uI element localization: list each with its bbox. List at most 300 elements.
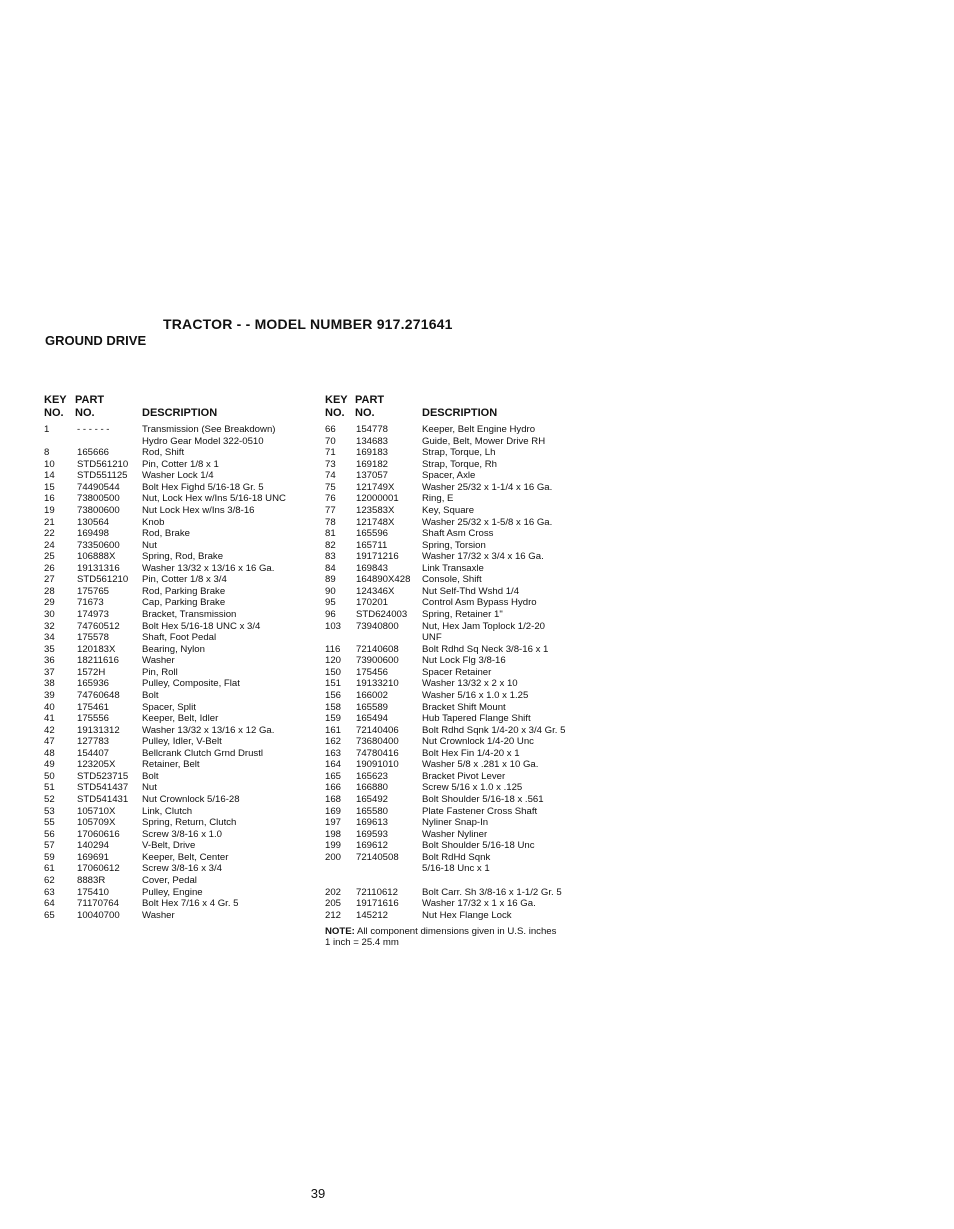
- key-number: 26: [44, 562, 55, 574]
- key-number: 10: [44, 458, 55, 470]
- part-number: 123583X: [356, 504, 395, 516]
- part-description: Rod, Parking Brake: [142, 585, 226, 597]
- part-number: 145212: [356, 909, 389, 921]
- key-number: 38: [44, 678, 55, 690]
- part-description: Cap, Parking Brake: [142, 597, 226, 609]
- part-description: Bolt Hex Fin 1/4-20 x 1: [422, 747, 520, 759]
- table-row: [325, 886, 562, 899]
- part-number: 8883R: [77, 874, 106, 886]
- key-number: 36: [44, 655, 55, 667]
- table-row: [325, 748, 556, 760]
- key-number: 95: [325, 597, 336, 609]
- key-number: 35: [44, 643, 55, 655]
- part-description: Washer 13/32 x 2 x 10: [422, 678, 518, 690]
- key-number: 40: [44, 701, 55, 713]
- part-number: 72140406: [356, 724, 399, 736]
- part-description: Bracket, Transmission: [142, 609, 237, 620]
- key-number: 202: [325, 886, 342, 898]
- key-number: 32: [44, 620, 55, 632]
- part-description: Nut, Hex Jam Toplock 1/2-20: [422, 620, 545, 632]
- key-number: 81: [325, 528, 336, 540]
- key-number: 22: [44, 528, 55, 540]
- part-number: 170201: [356, 597, 389, 609]
- part-description: Nut Hex Flange Lock: [422, 909, 512, 921]
- table-row: [325, 597, 556, 609]
- key-number: 59: [44, 851, 55, 863]
- part-number: 166880: [356, 782, 389, 794]
- part-description: Washer 5/16 x 1.0 x 1.25: [422, 689, 529, 701]
- part-description: Washer 25/32 x 1-1/4 x 16 Ga.: [422, 481, 553, 493]
- table-row: [325, 447, 556, 459]
- header-part: PART: [75, 394, 105, 406]
- part-number: 121749X: [356, 481, 395, 493]
- parts-table-right: [325, 394, 566, 949]
- part-number: 169498: [77, 528, 110, 540]
- part-number: 123205X: [77, 759, 116, 771]
- key-number: 120: [325, 655, 342, 667]
- part-description: Transmission (See Breakdown): [142, 424, 276, 435]
- part-description: Spacer Retainer: [422, 666, 492, 678]
- table-row: [325, 771, 556, 783]
- part-number: 169613: [356, 817, 389, 829]
- part-number: 105710X: [77, 805, 116, 817]
- part-description: Nut Crownlock 1/4-20 Unc: [422, 736, 534, 748]
- part-description: Control Asm Bypass Hydro: [422, 597, 537, 609]
- part-number: 154778: [356, 424, 389, 435]
- table-row: [325, 563, 556, 575]
- part-description: V-Belt, Drive: [142, 840, 196, 852]
- part-number: 73900600: [356, 655, 399, 667]
- key-number: 166: [325, 782, 342, 794]
- table-row: [325, 863, 556, 875]
- part-description: Strap, Torque, Lh: [422, 447, 496, 459]
- key-number: 19: [44, 504, 55, 516]
- table-row: [325, 724, 566, 737]
- table-row: [325, 852, 556, 864]
- part-number: 137057: [356, 470, 389, 482]
- key-number: 61: [44, 863, 55, 875]
- table-row: [325, 910, 556, 922]
- section-heading: GROUND DRIVE: [45, 333, 147, 348]
- part-number: 19131316: [77, 562, 120, 574]
- part-description: Nut Crownlock 5/16-28: [142, 794, 240, 805]
- part-number: 175578: [77, 632, 110, 644]
- part-description: Bolt RdHd Sqnk: [422, 851, 491, 863]
- part-number: 165623: [356, 770, 389, 782]
- part-number: 169691: [77, 851, 110, 863]
- part-description: Washer 13/32 x 13/16 x 16 Ga.: [142, 562, 275, 574]
- key-number: 83: [325, 551, 336, 563]
- key-number: 205: [325, 898, 342, 910]
- part-number: 74760512: [77, 620, 120, 632]
- key-number: 116: [325, 643, 341, 655]
- table-row: [325, 436, 556, 448]
- part-description: Pulley, Composite, Flat: [142, 678, 240, 690]
- part-number: 165666: [77, 447, 110, 459]
- key-number: 14: [44, 470, 55, 482]
- key-number: 21: [44, 516, 55, 528]
- header-key-no: NO.: [44, 407, 64, 419]
- key-number: 168: [325, 794, 342, 805]
- part-number: 124346X: [356, 585, 395, 597]
- header-key: KEY: [44, 394, 67, 406]
- table-row: [325, 459, 556, 471]
- table-row: [325, 621, 556, 633]
- key-number: 75: [325, 481, 336, 493]
- part-description: Spacer, Axle: [422, 470, 476, 482]
- part-description: Console, Shift: [422, 574, 482, 586]
- table-row: [325, 667, 556, 679]
- part-description: Bracket Pivot Lever: [422, 770, 506, 782]
- key-number: 41: [44, 713, 55, 725]
- part-number: 74780416: [356, 747, 399, 759]
- part-number: 134683: [356, 435, 389, 447]
- key-number: 90: [325, 585, 336, 597]
- key-number: 51: [44, 782, 55, 794]
- key-number: 37: [44, 666, 55, 678]
- part-number: 19133210: [356, 678, 399, 690]
- part-description: Keeper, Belt, Center: [142, 851, 229, 863]
- key-number: 62: [44, 874, 55, 886]
- part-description: Screw 5/16 x 1.0 x .125: [422, 782, 523, 794]
- header-key-no: NO.: [325, 407, 345, 419]
- part-number: 105709X: [77, 817, 116, 829]
- table-row: [325, 632, 556, 644]
- part-description: Bolt Rdhd Sq Neck 3/8-16 x 1: [422, 643, 549, 655]
- part-description: Washer: [142, 909, 175, 921]
- part-description: 5/16-18 Unc x 1: [422, 863, 490, 875]
- part-number: 175461: [77, 701, 110, 713]
- part-description: Washer Nyliner: [422, 828, 488, 840]
- key-number: 162: [325, 736, 342, 748]
- header-description: DESCRIPTION: [142, 407, 218, 419]
- part-description: Washer 5/8 x .281 x 10 Ga.: [422, 759, 539, 771]
- part-number: 12000001: [356, 493, 399, 505]
- key-number: 8: [44, 447, 50, 459]
- dimension-note: [325, 926, 556, 948]
- part-number: 164890X428: [356, 574, 411, 586]
- part-description: UNF: [422, 632, 442, 644]
- part-number: 73800500: [77, 493, 120, 505]
- key-number: 49: [44, 759, 55, 771]
- part-number: 175410: [77, 886, 110, 898]
- part-description: Bolt Carr. Sh 3/8-16 x 1-1/2 Gr. 5: [422, 886, 562, 898]
- part-description: Washer 17/32 x 3/4 x 16 Ga.: [422, 551, 544, 563]
- part-description: Bearing, Nylon: [142, 643, 205, 655]
- row-spacer: [325, 875, 556, 887]
- key-number: 27: [44, 574, 55, 586]
- header-part-no: NO.: [355, 407, 375, 419]
- part-number: 140294: [77, 840, 110, 852]
- part-number: STD541431: [77, 794, 129, 805]
- key-number: 199: [325, 840, 342, 852]
- part-number: 19131312: [77, 724, 120, 736]
- part-description: Spring, Rod, Brake: [142, 551, 224, 563]
- part-description: Nyliner Snap-In: [422, 817, 489, 829]
- part-description: Pin, Roll: [142, 666, 178, 678]
- key-number: 151: [325, 678, 342, 690]
- key-number: 24: [44, 539, 55, 551]
- table-row: [325, 713, 556, 725]
- key-number: 163: [325, 747, 342, 759]
- header-key: KEY: [325, 394, 348, 406]
- key-number: 66: [325, 424, 336, 435]
- part-number: 19171216: [356, 551, 399, 563]
- part-description: Ring, E: [422, 493, 454, 505]
- part-description: Strap, Torque, Rh: [422, 458, 498, 470]
- table-row: [325, 759, 556, 771]
- key-number: 84: [325, 562, 336, 574]
- key-number: 82: [325, 539, 336, 551]
- part-number: 71673: [77, 597, 104, 609]
- part-description: Bolt Hex Fighd 5/16-18 Gr. 5: [142, 481, 264, 493]
- table-header: [325, 394, 556, 424]
- key-number: 39: [44, 689, 55, 701]
- key-number: 156: [325, 689, 342, 701]
- table-row: [325, 702, 556, 714]
- part-description: Washer 17/32 x 1 x 16 Ga.: [422, 898, 536, 910]
- part-number: 106888X: [77, 551, 116, 563]
- part-description: Pin, Cotter 1/8 x 3/4: [142, 574, 227, 586]
- note-conversion: 1 inch = 25.4 mm: [325, 937, 399, 949]
- part-description: Knob: [142, 516, 165, 528]
- header-description: DESCRIPTION: [422, 407, 498, 419]
- key-number: 34: [44, 632, 55, 644]
- part-number: 1572H: [77, 666, 106, 678]
- part-number: 165494: [356, 713, 389, 725]
- part-number: 175556: [77, 713, 110, 725]
- table-row: [325, 470, 556, 482]
- key-number: 96: [325, 609, 336, 620]
- key-number: 16: [44, 493, 55, 505]
- part-description: Key, Square: [422, 504, 475, 516]
- key-number: 76: [325, 493, 336, 505]
- header-part: PART: [355, 394, 385, 406]
- part-description: Bolt: [142, 770, 159, 782]
- table-row: [325, 493, 556, 505]
- table-row: [325, 678, 556, 690]
- part-number: 73680400: [356, 736, 399, 748]
- part-number: 73350600: [77, 539, 120, 551]
- part-number: 174973: [77, 609, 110, 620]
- key-number: 47: [44, 736, 55, 748]
- part-number: 19171616: [356, 898, 399, 910]
- part-description: Plate Fastener Cross Shaft: [422, 805, 538, 817]
- key-number: 53: [44, 805, 55, 817]
- part-description: Rod, Shift: [142, 447, 185, 459]
- part-description: Keeper, Belt Engine Hydro: [422, 424, 536, 435]
- part-number: 10040700: [77, 909, 120, 921]
- part-number: 120183X: [77, 643, 116, 655]
- part-number: 121748X: [356, 516, 395, 528]
- key-number: 63: [44, 886, 55, 898]
- key-number: 169: [325, 805, 342, 817]
- table-row: [325, 586, 556, 598]
- part-number: 166002: [356, 689, 389, 701]
- part-number: 175456: [356, 666, 389, 678]
- part-description: Hydro Gear Model 322-0510: [142, 435, 264, 447]
- key-number: 55: [44, 817, 55, 829]
- page-title: TRACTOR - - MODEL NUMBER 917.271641: [163, 316, 453, 332]
- key-number: 30: [44, 609, 55, 620]
- part-description: Keeper, Belt, Idler: [142, 713, 219, 725]
- key-number: 78: [325, 516, 336, 528]
- key-number: 74: [325, 470, 336, 482]
- key-number: 73: [325, 458, 336, 470]
- key-number: 159: [325, 713, 342, 725]
- part-number: 165711: [356, 539, 388, 551]
- key-number: 165: [325, 770, 342, 782]
- part-description: Spring, Torsion: [422, 539, 486, 551]
- part-number: 169183: [356, 447, 389, 459]
- part-description: Screw 3/8-16 x 1.0: [142, 828, 222, 840]
- key-number: 15: [44, 481, 55, 493]
- table-row: [325, 551, 556, 563]
- part-description: Bolt Hex 5/16-18 UNC x 3/4: [142, 620, 261, 632]
- note-text: All component dimensions given in U.S. inches: [354, 926, 557, 938]
- part-number: 19091010: [356, 759, 399, 771]
- part-description: Link Transaxle: [422, 562, 484, 574]
- part-number: 72140508: [356, 851, 399, 863]
- part-number: 169593: [356, 828, 389, 840]
- part-description: Bracket Shift Mount: [422, 701, 506, 713]
- part-description: Screw 3/8-16 x 3/4: [142, 863, 222, 875]
- table-row: [325, 806, 556, 818]
- part-number: STD523715: [77, 770, 129, 782]
- part-description: Bolt Shoulder 5/16-18 x .561: [422, 794, 544, 805]
- key-number: 200: [325, 851, 342, 863]
- part-number: 130564: [77, 516, 110, 528]
- key-number: 48: [44, 747, 55, 759]
- key-number: 103: [325, 620, 342, 632]
- part-number: 165492: [356, 794, 389, 805]
- note-label: NOTE:: [325, 926, 355, 938]
- table-row: [325, 505, 556, 517]
- part-number: 175765: [77, 585, 110, 597]
- part-description: Spacer, Split: [142, 701, 196, 713]
- part-number: STD541437: [77, 782, 129, 794]
- table-row: [325, 528, 556, 540]
- key-number: 77: [325, 504, 336, 516]
- part-number: STD551125: [77, 470, 128, 482]
- key-number: 71: [325, 447, 336, 459]
- part-number: 74490544: [77, 481, 120, 493]
- part-description: Washer: [142, 655, 175, 667]
- header-part-no: NO.: [75, 407, 95, 419]
- part-number: 18211616: [77, 655, 119, 667]
- key-number: 28: [44, 585, 55, 597]
- key-number: 1: [44, 424, 50, 435]
- key-number: 89: [325, 574, 336, 586]
- part-description: Retainer, Belt: [142, 759, 200, 771]
- part-description: Nut: [142, 539, 157, 551]
- part-description: Bolt Shoulder 5/16-18 Unc: [422, 840, 535, 852]
- part-description: Washer 25/32 x 1-5/8 x 16 Ga.: [422, 516, 553, 528]
- part-description: Hub Tapered Flange Shift: [422, 713, 531, 725]
- key-number: 158: [325, 701, 342, 713]
- part-number: 165596: [356, 528, 389, 540]
- part-number: 73940800: [356, 620, 399, 632]
- key-number: 197: [325, 817, 342, 829]
- table-row: [325, 794, 556, 806]
- parts-list: [325, 424, 566, 921]
- part-description: Spring, Return, Clutch: [142, 817, 237, 829]
- part-number: 169843: [356, 562, 389, 574]
- table-row: [325, 782, 556, 794]
- table-row: [325, 540, 556, 552]
- key-number: 57: [44, 840, 55, 852]
- part-description: Nut, Lock Hex w/Ins 5/16-18 UNC: [142, 493, 286, 505]
- part-number: 72140608: [356, 643, 399, 655]
- table-row: [325, 690, 556, 702]
- part-description: Bolt: [142, 689, 159, 701]
- key-number: 161: [325, 724, 342, 736]
- part-description: Spring, Retainer 1": [422, 609, 503, 620]
- key-number: 29: [44, 597, 55, 609]
- part-description: Shaft Asm Cross: [422, 528, 494, 540]
- part-number: 165589: [356, 701, 389, 713]
- table-row: [325, 424, 556, 436]
- part-number: STD624003: [356, 609, 408, 620]
- key-number: 70: [325, 435, 336, 447]
- part-description: Nut: [142, 782, 157, 794]
- table-row: [325, 482, 556, 494]
- table-row: [325, 736, 556, 748]
- part-description: Pulley, Engine: [142, 886, 203, 898]
- table-row: [325, 817, 556, 829]
- table-row: [325, 829, 556, 841]
- key-number: 212: [325, 909, 342, 921]
- part-description: Pin, Cotter 1/8 x 1: [142, 458, 219, 470]
- part-description: Washer 13/32 x 13/16 x 12 Ga.: [142, 724, 275, 736]
- table-row: [325, 609, 556, 621]
- key-number: 64: [44, 898, 55, 910]
- table-row: [325, 898, 556, 910]
- key-number: 65: [44, 909, 55, 921]
- key-number: 42: [44, 724, 55, 736]
- part-number: 74760648: [77, 689, 120, 701]
- part-description: Washer Lock 1/4: [142, 470, 214, 482]
- part-number: 73800600: [77, 504, 120, 516]
- part-description: Bolt Rdhd Sqnk 1/4-20 x 3/4 Gr. 5: [422, 724, 566, 736]
- table-row: [325, 644, 556, 656]
- part-number: 154407: [77, 747, 110, 759]
- part-description: Nut Lock Hex w/Ins 3/8-16: [142, 504, 255, 516]
- part-description: Rod, Brake: [142, 528, 190, 540]
- key-number: 56: [44, 828, 55, 840]
- part-number: - - - - - -: [77, 424, 110, 435]
- part-description: Bolt Hex 7/16 x 4 Gr. 5: [142, 898, 239, 910]
- table-row: [325, 517, 556, 529]
- part-description: Nut Self-Thd Wshd 1/4: [422, 585, 520, 597]
- part-description: Bellcrank Clutch Grnd Drustl: [142, 747, 264, 759]
- table-row: [325, 840, 556, 852]
- page-number: 39: [310, 1186, 326, 1201]
- table-row: [325, 655, 556, 667]
- key-number: 164: [325, 759, 342, 771]
- part-number: 165580: [356, 805, 389, 817]
- part-number: 17060612: [77, 863, 120, 875]
- part-number: 169612: [356, 840, 389, 852]
- key-number: 52: [44, 794, 55, 805]
- part-number: STD561210: [77, 574, 129, 586]
- part-description: Cover, Pedal: [142, 874, 197, 886]
- key-number: 150: [325, 666, 342, 678]
- part-number: 127783: [77, 736, 110, 748]
- part-number: 17060616: [77, 828, 120, 840]
- part-number: 72110612: [356, 886, 398, 898]
- part-number: 169182: [356, 458, 389, 470]
